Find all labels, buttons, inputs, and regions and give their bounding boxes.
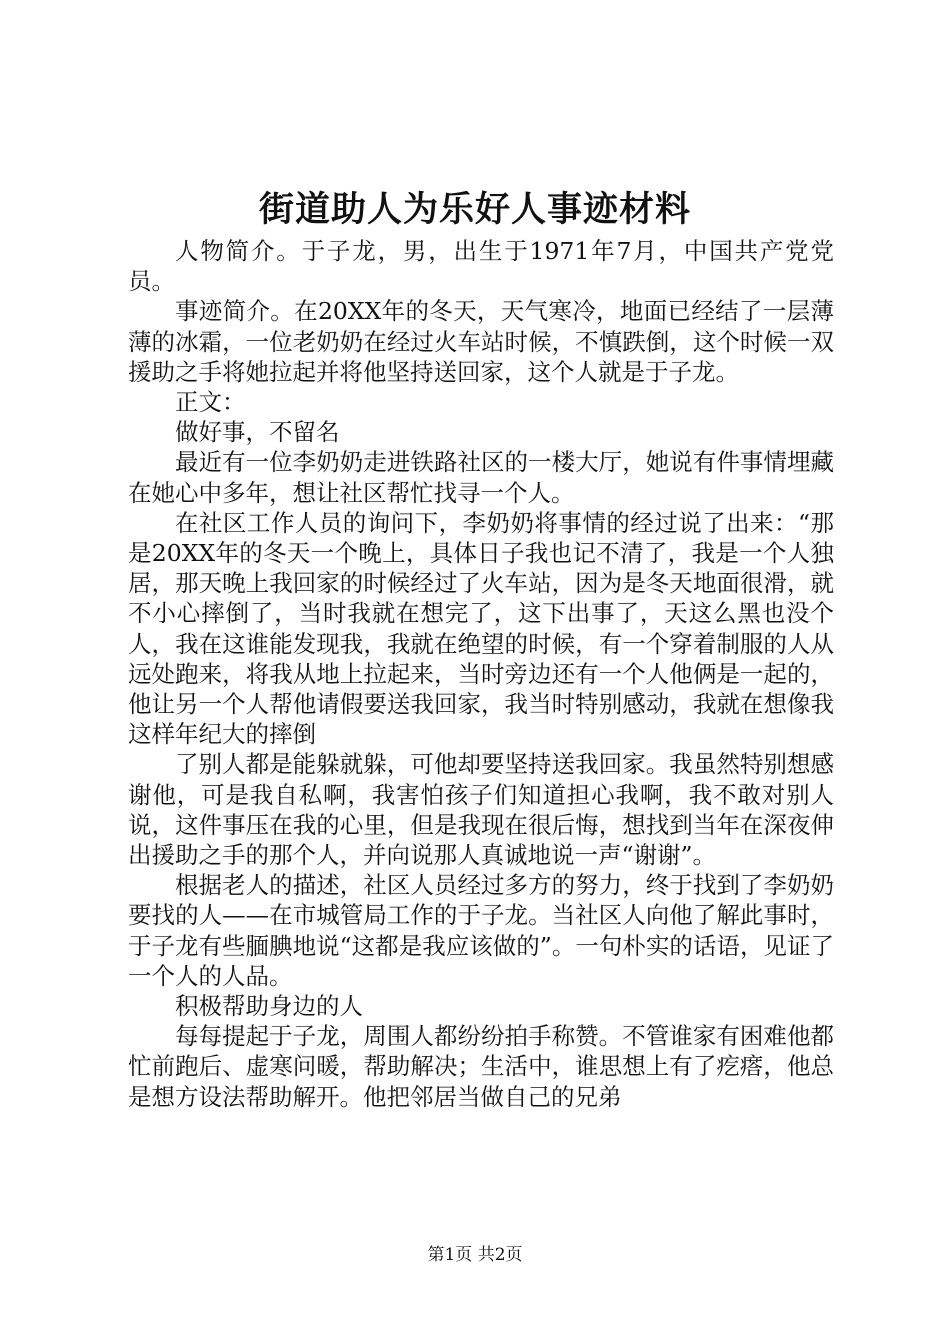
- document-title: 街道助人为乐好人事迹材料: [258, 189, 691, 230]
- paragraph: 根据老人的描述，社区人员经过多方的努力，终于找到了李奶奶要找的人——在市城管局工作的于子龙。当社区人向他了解此事时，于子龙有些腼腆地说“这都是我应该做的”。一句朴实的话语，见证了一个人的人品。: [128, 871, 834, 990]
- paragraph-bio: 人物简介。于子龙，男，出生于1971年7月，中国共产党党员。: [128, 237, 834, 296]
- paragraph: 了别人都是能躲就躲，可他却要坚持送我回家。我虽然特别想感谢他，可是我自私啊，我害怕孩子们知道担心我啊，我不敢对别人说，这件事压在我的心里，但是我现在很后悔，想找到当年在深夜伸出援助之手的那个人，并向说那人真诚地说一声“谢谢”。: [128, 750, 834, 870]
- paragraph: 每每提起于子龙，周围人都纷纷拍手称赞。不管谁家有困难他都忙前跑后、虚寒问暖，帮助解决；生活中，谁思想上有了疙瘩，他总是想方设法帮助解开。他把邻居当做自己的兄弟: [128, 1022, 834, 1111]
- page-number-footer: 第1页 共2页: [427, 1245, 523, 1265]
- paragraph-summary: 事迹简介。在20XX年的冬天，天气寒冷，地面已经结了一层薄薄的冰霜，一位老奶奶在经过火车站时候，不慎跌倒，这个时候一双援助之手将她拉起并将他坚持送回家，这个人就是于子龙。: [128, 297, 834, 386]
- paragraph-main-text-label: 正文：: [175, 388, 246, 417]
- document-body: [128, 236, 834, 1112]
- section-heading-helping-others: 积极帮助身边的人: [175, 992, 363, 1021]
- paragraph: 最近有一位李奶奶走进铁路社区的一楼大厅，她说有件事情埋藏在她心中多年，想让社区帮忙找寻一个人。: [128, 448, 834, 507]
- section-heading-good-deeds: 做好事，不留名: [175, 418, 340, 447]
- paragraph: 在社区工作人员的询问下，李奶奶将事情的经过说了出来：“那是20XX年的冬天一个晚上，具体日子我也记不清了，我是一个人独居，那天晚上我回家的时候经过了火车站，因为是冬天地面很滑，就不小心摔倒了，当时我就在想完了，这下出事了，天这么黑也没个人，我在这谁能发现我，我就在绝望的时候，有一个穿着制服的人从远处跑来，将我从地上拉起来，当时旁边还有一个人他俩是一起的，他让另一个人帮他请假要送我回家，我当时特别感动，我就在想像我这样年纪大的摔倒: [128, 508, 834, 749]
